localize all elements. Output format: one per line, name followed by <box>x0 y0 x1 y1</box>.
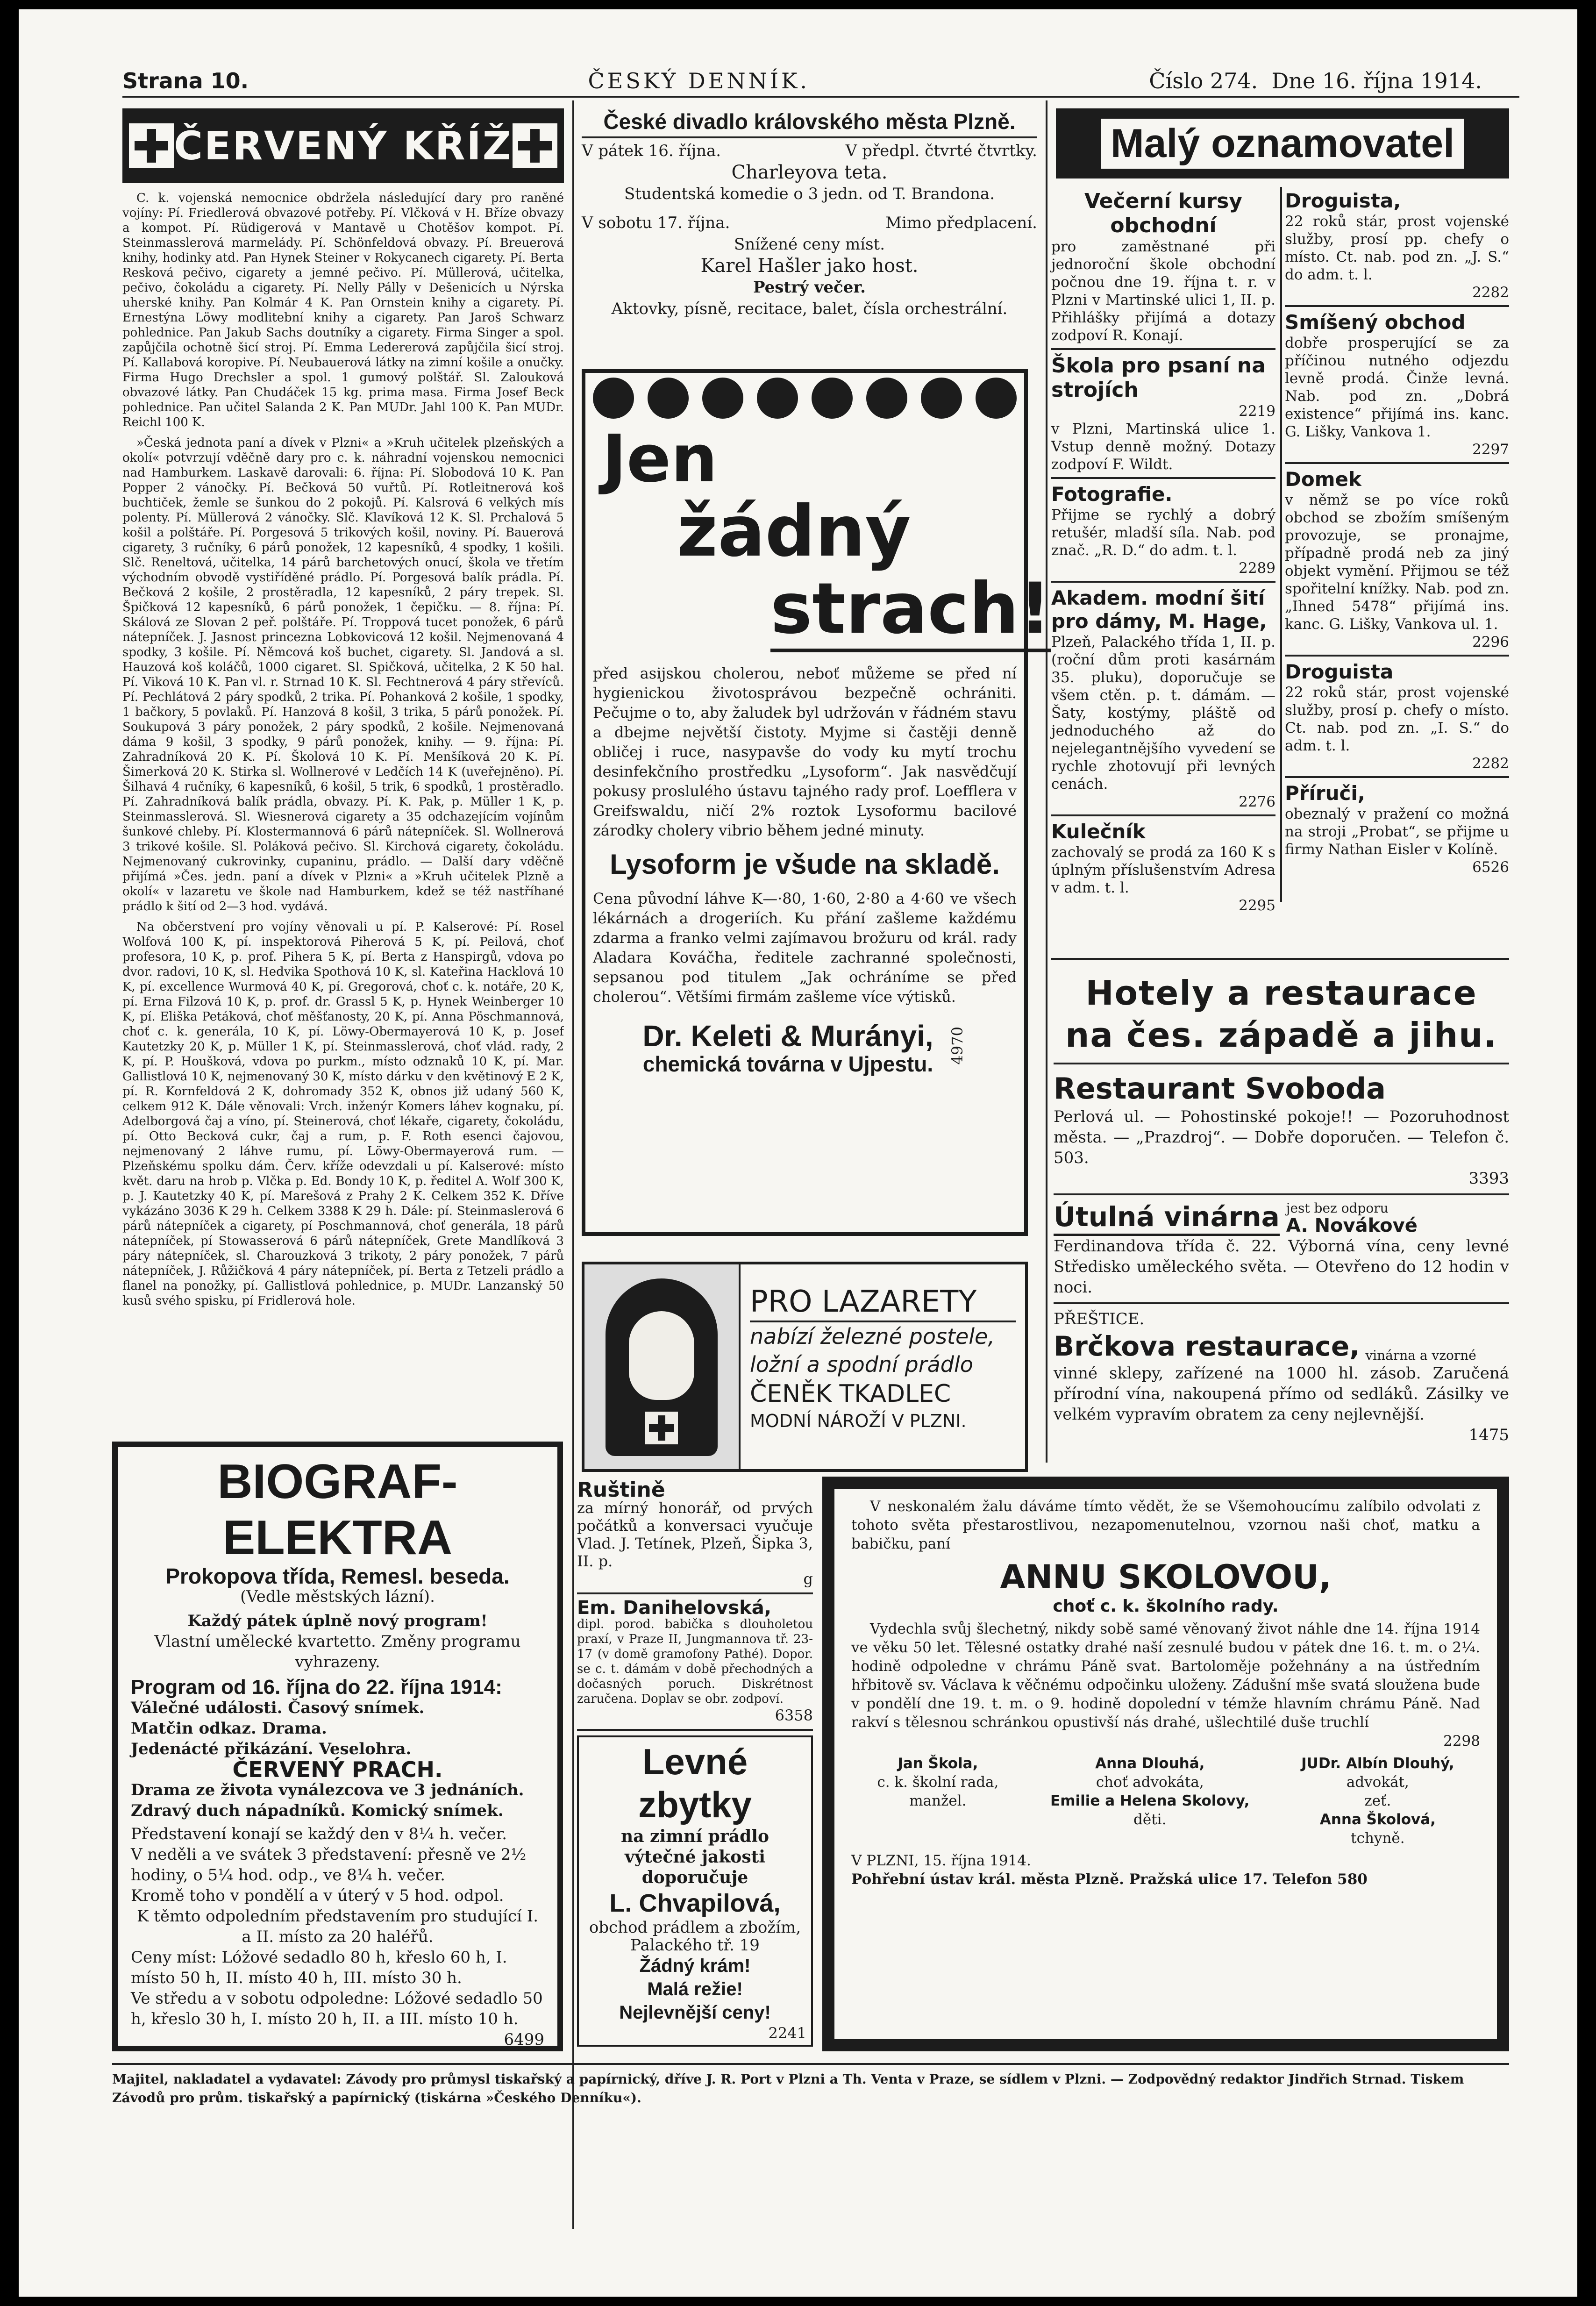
ad-text: Nejlevnější ceny! <box>619 2002 771 2023</box>
classifieds-left <box>1051 189 1275 914</box>
headline: strach! <box>770 569 1051 652</box>
section-heading: na čes. západě a jihu. <box>1065 1015 1497 1055</box>
ad-text: vinárna a vzorné <box>1365 1348 1476 1363</box>
ad-text: 22 roků stár, prost vojenské služby, prosí pp. chefy o místo. Ct. nab. pod zn. „J. S.“ do adm. t. l. <box>1285 213 1509 283</box>
article-paragraph: C. k. vojenská nemocnice obdržela následující dary pro raněné vojíny: Pí. Friedlerová obvazové potřeby. Pí. Vlčková v H. Bříze obvazy a kompot. Pí. Rüdigerová v Mantavě u Chotěšov kompot. Pí. Steinmasslerová marmelády. Pí. Schönfeldová obvazy. Pí. Breuerová knihy, hodinky atd. Pan Hynek Steiner v Rokycanech cigarety. Pí. Berta Resková pečivo, cigarety a jemné pečivo. Pí. Müllerová, učitelka, pečivo, čokoládu a cigarety. Pí. Nelly Pálly v Dešenicích u Nýrska uherské knihy. Pan Kolmár 4 K. Pan Ornstein knihy a cigarety. Pí. Ernestýna Löwy modlitební knihy a cigarety. Pan Jaroš Schwarz pohlednice. Pan Jakub Sachs doutníky a cigarety. Firma Singer a spol. zapůjčila ochotně šicí stroj. Pí. Emma Ledererová zapůjčila šicí stroj. Pí. Kallabová koropive. Pí. Neubauerová látky na zimní košile a onučky. Firma Hugo Drechsler a spol. 1 gumový polštář. Sl. Zalouková obvazové látky. Pan Chudáček 15 kg. prima masa. Firma Josef Beck pohlednice. Pan učitel Salanda 2 K. Pan MUDr. Jahl 100 K. Pan MUDr. Reichl 100 K. <box>122 191 564 429</box>
play-subtitle: Pestrý večer. <box>753 278 866 297</box>
ad-text: v Plzni, Martinská ulice 1. Vstup denně možný. Dotazy zodpoví F. Wildt. <box>1051 421 1275 473</box>
ad-heading: Večerní kursy obchodní <box>1084 189 1242 237</box>
ad-text: nabízí železné postele, <box>750 1324 995 1349</box>
cross-icon <box>645 1412 678 1444</box>
theatre-heading: České divadlo královského města Plzně. <box>603 109 1016 134</box>
ad-number: 4970 <box>948 1027 966 1065</box>
subscription-label: V předpl. čtvrté čtvrtky. <box>845 142 1037 160</box>
obituary-body: Vydechla svůj šlechetný, nikdy sobě samé věnovaný život náhle dne 14. října 1914 ve věku 50 let. Tělesné ostatky drahé naší zesnulé budou v pátek dne 16. t. m. o 2¼. hodině odpoledne v chrámu Páně svat. Bartoloměje požehnány a na ústředním hřbitově sv. Václava k věčnému odpočinku uloženy. Zádušní mše svatá sloužena bude v pondělí dne 19. t. m. o 9. hodině dopolední v témže hlavním chrámu Páně. Nad rakví s tělesnou schránkou opustivší nás drahé, ušlechtilé duše truchlí <box>851 1621 1480 1731</box>
subscription-label: Mimo předplacení. <box>885 214 1037 232</box>
play-title: Charleyova teta. <box>731 162 888 183</box>
mourner: Anna Dlouhá, choť advokáta, Emilie a Helena Skolovy, děti. <box>1050 1755 1250 1828</box>
obituary-intro: V neskonalém žalu dáváme tímto vědět, že se Všemohoucímu zalíbilo odvolati z tohoto světa přestarostlivou, nezapomenutelnou, vzornou naši choť, matku a babičku, paní <box>851 1498 1480 1552</box>
biograf-feature: ČERVENÝ PRACH. <box>232 1757 443 1782</box>
biograf-item: Drama ze života vynálezcova ve 3 jednáních. <box>131 1781 524 1799</box>
ad-text: v němž se po více roků obchod se zbožím smíšeným provozuje, se pronajme, případně prodá neb za jiný objekt vymění. Přijmou se též spořitelní knížky. Nab. pod zn. „Ihned 5478“ přijímá ins. kanc. G. Lišky, Vankova ul. 1. <box>1285 492 1509 633</box>
ad-number: 2298 <box>1443 1733 1480 1749</box>
biograf-item: Zdravý duch nápadníků. Komický snímek. <box>131 1801 504 1820</box>
ad-number: 2276 <box>1239 793 1275 810</box>
town-label: PŘEŠTICE. <box>1054 1310 1145 1328</box>
classifieds-heading: Malý oznamovatel <box>1099 117 1466 171</box>
ad-number: 6499 <box>504 2030 544 2049</box>
ad-heading: Domek <box>1285 468 1361 491</box>
ad-body: před asijskou cholerou, neboť můžeme se před ní hygienickou životosprávou bezpečně ochrániti. Pečujme o to, aby žaludek byl udržován v řádném stavu a dbejme největší čistoty. Myjme si častěji denně obličej i ruce, nasypavše do vody ku mytí trochu desinfekčního prostředku „Lysoform“. Jak nasvědčují pokusy proslulého ústavu tajného rady prof. Loefflera v Greifswaldu, ničí 2% roztok Lysoformu bacilové zárodky cholery vibrio během jedné minuty. <box>593 664 1017 839</box>
ad-text: za mírný honorář, od prvých počátků a konversaci vyučuje Vlad. J. Tetínek, Plzeň, Šipka 3, II. p. <box>577 1499 813 1570</box>
funeral-service: Pohřební ústav král. města Plzně. Pražská ulice 17. Telefon 580 <box>851 1871 1368 1888</box>
ad-text: 22 roků stár, prost vojenské služby, prosí p. chefy o místo. Ct. nab. pod zn. „I. S.“ do adm. t. l. <box>1285 684 1509 754</box>
footer-rule <box>112 2063 1509 2065</box>
headline: Jen <box>602 421 718 497</box>
ad-number: 2297 <box>1472 441 1509 458</box>
biograf-line: Každý pátek úplně nový program! <box>187 1612 488 1630</box>
price-note: Snížené ceny míst. <box>734 235 885 254</box>
play-subtitle: Aktovky, písně, recitace, balet, čísla orchestrální. <box>611 300 1008 318</box>
ad-number: 2241 <box>768 2024 806 2042</box>
obituary-place-date: V PLZNI, 15. října 1914. <box>851 1852 1031 1869</box>
obituary <box>834 1489 1497 2039</box>
article-paragraph: »Česká jednota paní a dívek v Plzni« a »Kruh učitelek plzeňských a okolí« potvrzují vděčně dary pro c. k. náhradní vojenskou nemocnici nad Hamburkem. Laskavě darovali: 6. října: Pí. Slobodová 10 K. Pan Popper 2 vánočky. Pí. Bečková 50 vuřtů. Pí. Rotleitnerová koš buchtiček, žemle se šunkou do 2 pokojů. Pí. Kalsrová 6 velkých mís polenty. Pí. Müllerová 2 vánočky. Slč. Klavíková 12 K. Sl. Prchalová 5 košil a polštáře. Pí. Porgesová 5 trikových košil, noviny. Pí. Bauerová cigarety, 3 ručníky, 6 párů ponožek, 12 kapesníků, 4 spodky, 1 košili. Slč. Reneltová, učitelka, 14 párů barchetových onucí, škola ve třetím východním obvodě vystiříděné prádlo. Pí. Porgesová balík prádla. Pí. Bečková 2 košile, 2 prostěradla, 12 kapesníků, 2 páry trepek. Sl. Špičková 12 kapesníků, 6 párů ponožek, 1 čepičku. — 8. října: Pí. Skálová ze Slovan 2 peř. polštáře. Pí. Troppová tucet ponožek, 6 párů nátepníček. J. Jasnost princezna Lobkovicová 12 košil. Nejmenovaná 4 spodky, 3 košile. Pí. Němcová koš buchet, cigarety. Sl. Jandová a sl. Hauzová koš koláčů, 1000 cigaret. Sl. Spičková, učitelka, 2 K 50 hal. Pí. Viková 10 K. Pan vl. r. Strnad 10 K. Sl. Fechtnerová 4 páry střevíců. Pí. Pechlátová 2 páry spodků, 2 trika. Pí. Pohanková 2 košile, 1 spodky, 1 bačkory, 5 povlaků. Pí. Hanzová 8 košil, 3 trika, 5 párů ponožek. Pí. Soukupová 3 páry ponožek, 2 páry spodků, 2 košile. Nejmenovaná dáma 9 košil, 3 spodky, 9 párů ponožek, knihy. — 9. října: Pí. Zahradníková 20 K. Pí. Školová 10 K. Pí. Menšíková 20 K. Pí. Šimerková 20 K. Stirka sl. Wollnerové v Ledčích 14 K (uveřejněno). Pí. Šilhavá 4 ručníky, 6 kapesníků, 6 košil, 5 trik, 6 spodků, 1 prostěradlo. Pí. Zahradníková balík prádla, obvazy. Pí. K. Pak, p. Müller 1 K, p. Steinmasslerová. Sl. Wiesnerová cigarety a 35 odchazejícím vojínům šunkové chleby. Pí. Klostermannová 6 párů nátepníček. Sl. Wollnerová 3 trikové košile. Sl. Poláková pečivo. Sl. Kirchová cigarety, čokoládu. Nejmenovaný cukrovinky, cupaninu, prádlo. — Další dary vděčně přijímá »Čes. jedn. paní a dívek v Plzni« a »Kruh učitelek Plzně a okolí« v lazaretu ve škole nad Hamburkem, kdež se též nastříhané prádlo k šití od 2—3 hod. vydává. <box>122 436 564 914</box>
restaurant-name: Útulná vinárna <box>1054 1200 1280 1236</box>
merchant-name: ČENĚK TKADLEC <box>750 1380 951 1408</box>
decorative-border <box>593 378 1017 424</box>
ad-text: Ferdinandova třída č. 22. Výborná vína, ceny levné Středisko uměleckého světa. — Otevřeno do 12 hodin v noci. <box>1054 1237 1509 1297</box>
nurse-illustration <box>584 1264 741 1469</box>
biograf-item: Matčin odkaz. Drama. <box>131 1719 327 1738</box>
cross-icon <box>129 123 174 168</box>
ad-text: Přijme se rychlý a dobrý retušér, mladší síla. Nab. pod znač. „R. D.“ do adm. t. l. <box>1051 507 1275 559</box>
ad-text: vinné sklepy, zařízené na 1000 hl. zásob. Zaručená přírodní vína, nakoupená přímo od sedláků. Zásilky ve velkém vypravím obratem za ceny nejlevnější. <box>1054 1364 1509 1424</box>
article-paragraph: Na občerstvení pro vojíny věnovali u pí. P. Kalserové: Pí. Rosel Wolfová 100 K, pí. inspektorová Piherová 5 K, pí. Peilová, choť profesora, 10 K, p. prof. Pihera 5 K, pí. Berta z Hanspirgů, vdova po dvor. radovi, 10 K, sl. Hedvika Spothová 10 K, sl. Kateřina Hacklová 10 K, pí. excellence Wurmová 40 K, pí. Gregorová, choť c. k. notáře, 20 K, pí. Erna Filzová 10 K, p. prof. dr. Grassl 5 K, p. Hynek Weinberger 10 K, pí. Eliška Petáková, choť měšťanosty, 20 K, pí. Anna Pöschmannová, choť c. k. generála, 10 K, pí. Löwy-Obermayerová 10 K, p. Josef Kautetzky 20 K, p. Müller 1 K, pí. Steinmasslerová, choť vlád. rady, 2 K, pí. P. Houšková, vdova po purkm., místo odznaků 10 K, pí. Mar. Gallistlová 10 K, nejmenovaný 30 K, místo dárku v den květinový E 2 K, pí. R. Kornfeldová 2 K, dohromady 352 K, obnos již udaný 560 K, celkem 912 K. Dále věnovali: Vrch. inženýr Komers láhev kognaku, pí. Adelborgová čaj a víno, pí. Steinerová, choť lékaře, cigarety, čokoládu, pí. Otto Becková cukr, čaj a rum, p. F. Roth esenci čajovou, nejmenovaný 2 láhve rumu, pí. Löwy-Obermayerová rum. — Plzeňskému spolku dám. Červ. kříže odevzdali u pí. Kalserové: místo květ. daru na hrob p. Vlčka p. Ed. Bondy 10 K, p. ředitel A. Wolf 300 K, p. J. Kautetzky 40 K, pí. Marešová z Prahy 2 K. Celkem 352 K. Dříve vykázáno 3036 K 29 h. Celkem 3388 K 29 h. Dále: pí. Steinmaslerová 6 párů nátepníček a cigarety, pí Poschmannová, choť generála, 18 párů nátepníček, pí Stowasserová 6 párů nátepníček, Grete Mandlíková 3 páry nátepníček, sl. Charouzková 3 trikoty, 2 páry ponožek, 7 párů nátepníček, J. Růžičková 4 páry nátepníček, pí. Berta z Tetzeli prádlo a flanel na ponožky, pí. Gallistlová pohlednice, p. MUDr. Lanzanský 50 kusů svého spisku, pí Fridlerová hole. <box>122 920 564 1308</box>
restaurant-name: Brčkova restaurace, <box>1054 1330 1360 1362</box>
ad-text: obeznalý v pražení co možná na stroji „Probat“, se přijme u firmy Nathan Eisler v Kolíně. <box>1285 806 1509 858</box>
obituary-frame <box>822 1477 1509 2051</box>
biograf-times: V neděli a ve svátek 3 představení: přesně ve 2½ hodiny, o 5¼ hod. odp., ve 8¼ h. večer. <box>131 1845 527 1885</box>
ad-number: 2295 <box>1239 897 1275 914</box>
biograf-prices: Ceny míst: Lóžové sedadlo 80 h, křeslo 60 h, I. místo 50 h, II. místo 40 h, III. místo 30 h. <box>131 1948 507 1987</box>
ad-slogan: Lysoform je všude na skladě. <box>610 849 1000 880</box>
ad-number: 2282 <box>1472 755 1509 772</box>
newspaper-title: ČESKÝ DENNÍK. <box>588 68 810 93</box>
ad-number: g <box>803 1570 813 1588</box>
column-rule <box>572 100 574 2229</box>
ad-text: Malá režie! <box>647 1979 743 1999</box>
biograf-item: Válečné události. Časový snímek. <box>131 1699 425 1717</box>
ad-heading: Em. Danihelovská, <box>577 1597 771 1619</box>
biograf-times: K těmto odpoledním představením pro studující I. a II. místo za 20 haléřů. <box>137 1907 538 1946</box>
ad-text: dobře prosperující se za příčinou nutného odjezdu levně prodá. Činže levná. Nab. pod zn. „Dobrá existence“ přijímá ins. kanc. G. Lišky, Vankova 1. <box>1285 335 1509 440</box>
ad-number: 2282 <box>1472 284 1509 301</box>
ad-text: obchod prádlem a zbožím, Palackého tř. 19 <box>589 1918 801 1955</box>
deceased-title: choť c. k. školního rady. <box>1053 1597 1279 1616</box>
merchant-name: L. Chvapilová, <box>609 1889 781 1917</box>
date-label: V pátek 16. října. <box>582 142 721 160</box>
firm-name: Dr. Keleti & Murányi, <box>642 1019 933 1053</box>
imprint: Majitel, nakladatel a vydavatel: Závody pro průmysl tiskařský a papírnický, dříve J. R. Port v Plzni a Th. Venta v Praze, se sídlem v Plzni. — Zodpovědný redaktor Jindřich Strnad. Tiskem Závodů pro prům. tiskařský a papírnický (tiskárna »Českého Denníku«). <box>112 2071 1464 2106</box>
cross-icon <box>513 123 557 168</box>
owner-name: A. Novákové <box>1286 1215 1418 1236</box>
ad-heading: Příruči, <box>1285 782 1365 805</box>
ad-body: Cena původní láhve K—·80, 1·60, 2·80 a 4·60 ve všech lékárnách a drogeriích. Ku přání zašleme každému zdarma a franko velmi zajímavou brožuru od král. rady Aladara Kováčha, ředitele zachranné společnosti, sepsanou pod titulem „Jak ochráníme se před cholerou“. Většími firmám zašleme více výtisků. <box>593 890 1017 1006</box>
ad-heading: Akadem. modní šití pro dámy, M. Hage, <box>1051 586 1267 633</box>
date-label: V sobotu 17. října. <box>582 214 730 232</box>
red-cross-heading: ČERVENÝ KŘÍŽ <box>174 123 513 169</box>
play-subtitle: Studentská komedie o 3 jedn. od T. Brandona. <box>624 185 995 203</box>
ad-text: Žádný krám! <box>639 1956 751 1976</box>
restaurant-name: Restaurant Svoboda <box>1054 1071 1386 1106</box>
ad-text: zachovalý se prodá za 160 K s úplným příslušenstvím Adresa v adm. t. l. <box>1051 844 1275 896</box>
biograf-ad <box>112 1442 563 2051</box>
biograf-prices: Ve středu a v sobotu odpoledne: Lóžové sedadlo 50 h, křeslo 30 h, I. místo 20 h, II. a III. místo 10 h. <box>131 1989 543 2028</box>
ad-text: Plzeň, Palackého třída 1, II. p. (roční dům proti kasárnám 35. pluku), doporučuje se všem ctěn. p. t. dámám. — Šaty, kostýmy, pláště od jednoduchého až do nejelegantnějšího vyvedení se rychle zhotovují při levných cenách. <box>1051 634 1275 792</box>
biograf-line: Vlastní umělecké kvartetto. Změny programu vyhrazeny. <box>154 1632 521 1671</box>
lysoform-ad <box>582 369 1051 1236</box>
column-rule <box>1280 187 1282 902</box>
ad-number: 2289 <box>1239 560 1275 577</box>
ad-heading: Fotografie. <box>1051 483 1173 506</box>
ad-heading: Škola pro psaní na strojích <box>1051 354 1266 402</box>
biograf-times: Kromě toho v pondělí a v úterý v 5 hod. odpol. <box>131 1886 504 1905</box>
ad-heading: Ruštině <box>577 1478 665 1502</box>
ad-heading: Kulečník <box>1051 820 1146 843</box>
ad-heading: Levné zbytky <box>638 1741 752 1825</box>
biograf-program: Program od 16. října do 22. října 1914: <box>131 1676 502 1699</box>
ad-number: 1475 <box>1468 1426 1509 1444</box>
ad-number: 6358 <box>775 1706 813 1724</box>
hotels-section <box>1054 972 1509 1467</box>
ad-number: 2296 <box>1472 634 1509 650</box>
column-rule <box>1046 100 1047 1463</box>
classifieds-right <box>1285 189 1509 902</box>
ad-number: 6526 <box>1472 859 1509 876</box>
merchant-address: MODNÍ NÁROŽÍ V PLZNI. <box>750 1411 967 1431</box>
small-ads <box>577 1478 813 2047</box>
biograf-title: BIOGRAF-ELEKTRA <box>217 1455 458 1565</box>
ad-text: dipl. porod. babička s dlouholetou praxí, v Praze II, Jungmannova tř. 23-17 (v domě gramofony Pathé). Dopor. se c. t. dámám v době přechodných a dočasných poruch. Diskrétnost zaručena. Doplav se obr. zodpoví. <box>577 1617 813 1706</box>
theatre-listing <box>582 108 1037 361</box>
biograf-times: Představení konají se každý den v 8¼ h. večer. <box>131 1825 507 1843</box>
deceased-name: ANNU SKOLOVOU, <box>1000 1558 1332 1596</box>
biograf-item: Jedenácté přikázání. Veselohra. <box>131 1740 412 1758</box>
page-number: Strana 10. <box>122 68 249 93</box>
red-cross-banner <box>122 108 564 183</box>
ad-title: PRO LAZARETY <box>750 1283 1016 1322</box>
ad-heading: Droguista <box>1285 660 1394 683</box>
headline: žádný <box>677 491 911 572</box>
header-rule <box>122 96 1519 98</box>
ad-text: ložní a spodní prádlo <box>750 1352 973 1377</box>
ad-text: pro zaměstnané při jednoroční škole obchodní počnou dne 19. října t. r. v Plzni v Martinské ulici 1, II. p. Přihlášky přijímá a dotazy zodpoví R. Konají. <box>1051 238 1275 344</box>
play-title: Karel Hašler jako host. <box>700 255 919 277</box>
ad-heading: Droguista, <box>1285 189 1401 212</box>
section-heading: Hotely a restaurace <box>1085 973 1477 1013</box>
lazarety-ad <box>582 1262 1028 1472</box>
ad-text: na zimní prádlo výtečné jakosti doporučuje <box>621 1827 769 1887</box>
section-rule <box>1051 958 1509 960</box>
ad-number: 2219 <box>1239 403 1275 420</box>
classifieds-banner <box>1056 108 1509 178</box>
mourner: Jan Škola, c. k. školní rada, manžel. <box>877 1755 999 1809</box>
page-header <box>122 62 1482 93</box>
ad-text: Perlová ul. — Pohostinské pokoje!! — Pozoruhodnost města. — „Prazdroj“. — Dobře doporučen. — Telefon č. 503. <box>1054 1107 1509 1167</box>
biograf-place-note: (Vedle městských lázní). <box>240 1587 435 1606</box>
biograf-place: Prokopova třída, Remesl. beseda. <box>165 1564 510 1588</box>
ad-number: 3393 <box>1468 1169 1509 1188</box>
ad-text: jest bez odporu <box>1286 1200 1389 1216</box>
red-cross-article <box>122 191 564 1406</box>
mourner: JUDr. Albín Dlouhý, advokát, zeť. Anna Školová, tchyně. <box>1301 1755 1454 1847</box>
ad-heading: Smíšený obchod <box>1285 311 1466 334</box>
issue-date: Číslo 274. Dne 16. října 1914. <box>1149 68 1482 93</box>
firm-subtitle: chemická továrna v Ujpestu. <box>642 1052 933 1076</box>
